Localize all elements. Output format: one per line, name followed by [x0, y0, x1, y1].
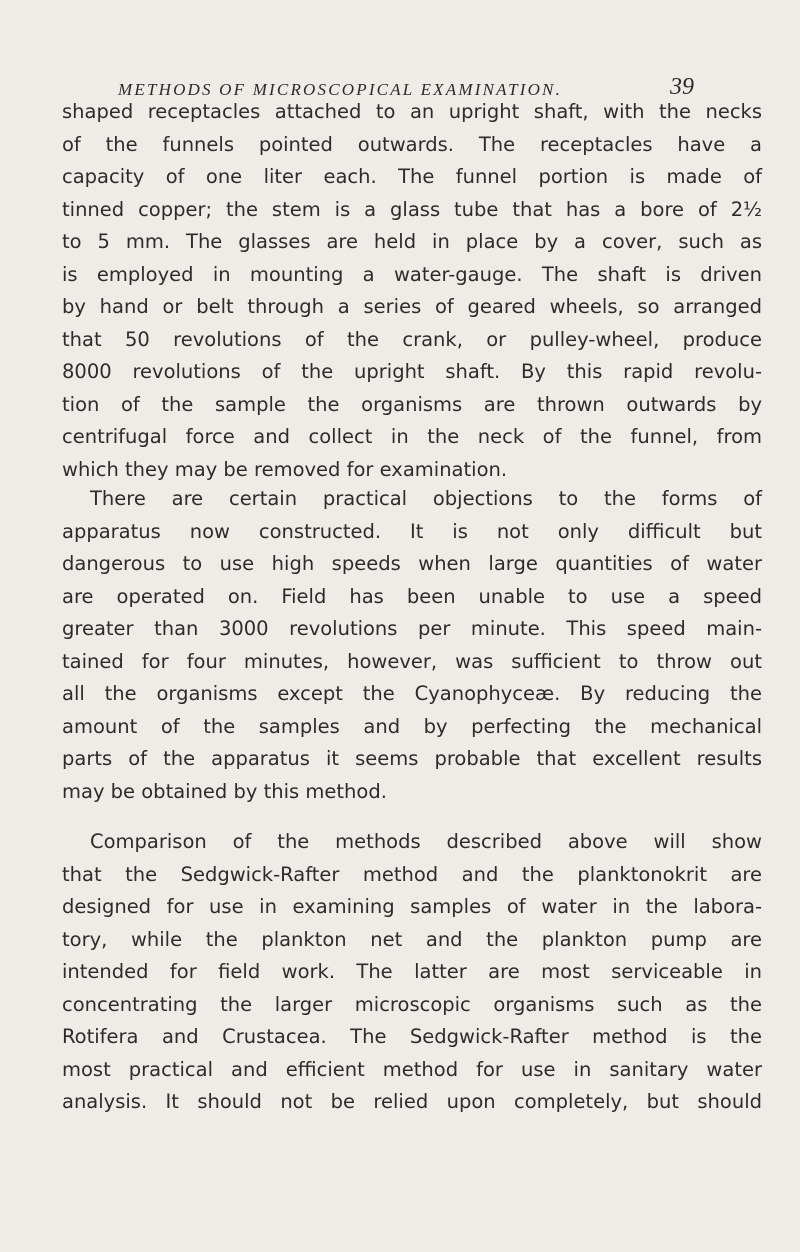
text-line: which they may be removed for examination.	[62, 457, 508, 481]
text-line: 8000 revolutions of the upright shaft. By this rapid revolu-	[62, 360, 762, 383]
text-line: may be obtained by this method.	[62, 779, 387, 803]
text-line: tory, while the plankton net and the plankton pump are	[62, 927, 762, 951]
text-line: analysis. It should not be relied upon completely, but should	[62, 1090, 762, 1113]
text-line: tained for four minutes, however, was sufficient to throw out	[62, 649, 762, 673]
text-line: to 5 mm. The glasses are held in place by a cover, such as	[62, 230, 762, 253]
paragraph-1	[62, 96, 762, 486]
text-line: of the funnels pointed outwards. The receptacles have a	[62, 132, 762, 156]
text-line: designed for use in examining samples of water in the labora-	[62, 895, 762, 918]
text-line: Comparison of the methods described above will show	[90, 830, 762, 853]
text-line: There are certain practical objections to the forms of	[90, 487, 762, 510]
text-line: by hand or belt through a series of geared wheels, so arranged	[62, 295, 762, 318]
paragraph-2	[62, 483, 762, 808]
text-line: is employed in mounting a water-gauge. The shaft is driven	[62, 262, 762, 286]
paragraph-3	[62, 826, 762, 1119]
text-line: parts of the apparatus it seems probable that excellent results	[62, 747, 762, 770]
text-line: amount of the samples and by perfecting the mechanical	[62, 714, 762, 738]
page-number: 39	[670, 74, 694, 100]
text-line: apparatus now constructed. It is not only difficult but	[62, 519, 762, 543]
text-line: are operated on. Field has been unable to use a speed	[62, 584, 762, 608]
text-line: capacity of one liter each. The funnel portion is made of	[62, 165, 762, 188]
text-line: that the Sedgwick-Rafter method and the planktonokrit are	[62, 862, 762, 886]
text-line: dangerous to use high speeds when large quantities of water	[62, 552, 762, 575]
text-line: that 50 revolutions of the crank, or pulley-wheel, produce	[62, 327, 762, 351]
text-line: greater than 3000 revolutions per minute. This speed main-	[62, 617, 762, 640]
text-line: intended for field work. The latter are most serviceable in	[62, 960, 762, 983]
text-line: tinned copper; the stem is a glass tube that has a bore of 2½	[62, 197, 762, 221]
text-line: centrifugal force and collect in the neck of the funnel, from	[62, 425, 762, 448]
text-line: shaped receptacles attached to an upright shaft, with the necks	[62, 100, 762, 123]
running-head: METHODS OF MICROSCOPICAL EXAMINATION.	[118, 80, 563, 99]
text-line: Rotifera and Crustacea. The Sedgwick-Rafter method is the	[62, 1025, 762, 1048]
text-line: concentrating the larger microscopic organisms such as the	[62, 992, 762, 1016]
text-line: most practical and efficient method for use in sanitary water	[62, 1057, 762, 1081]
text-line: tion of the sample the organisms are thrown outwards by	[62, 392, 762, 416]
text-line: all the organisms except the Cyanophyceæ. By reducing the	[62, 682, 762, 705]
